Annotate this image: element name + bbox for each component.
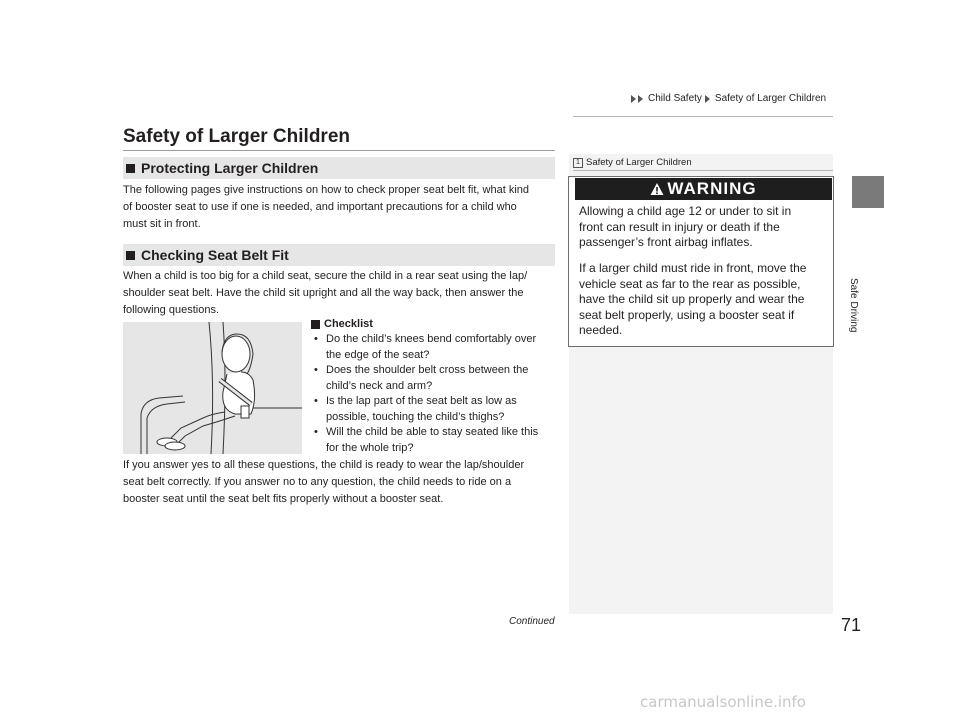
text-line: When a child is too big for a child seat, secure the child in a rear seat using the lap/	[123, 270, 528, 282]
note-heading[interactable]	[573, 157, 692, 168]
note-number: 1	[573, 158, 583, 168]
title-divider	[123, 150, 555, 151]
breadcrumb	[631, 93, 826, 104]
text-line: seat belt correctly. If you answer no to any question, the child needs to ride on a	[123, 476, 512, 488]
list-item-line: • Do the child’s knees bend comfortably over	[326, 333, 537, 345]
chapter-tab-marker[interactable]	[852, 176, 884, 208]
chapter-tab[interactable]	[845, 214, 891, 333]
list-item-line: child’s neck and arm?	[326, 379, 433, 392]
section-header-text: Checking Seat Belt Fit	[141, 247, 289, 263]
text-line: following questions.	[123, 304, 220, 316]
triangle-right-icon	[631, 95, 636, 103]
text-line: If you answer yes to all these questions, the child is ready to wear the lap/shoulder	[123, 459, 525, 471]
text-line: have the child sit up properly and wear the	[579, 292, 805, 306]
page-number: 71	[841, 615, 862, 635]
list-item-line: for the whole trip?	[326, 441, 414, 454]
triangle-right-icon	[638, 95, 643, 103]
note-divider	[573, 170, 833, 171]
section-header-protecting	[123, 157, 555, 179]
section2-conclusion	[123, 457, 561, 508]
section2-intro	[123, 268, 561, 319]
watermark: carmanualsonline.info	[640, 693, 806, 711]
list-item-line: the edge of the seat?	[326, 348, 430, 361]
black-square-icon	[126, 251, 135, 260]
text-line: must sit in front.	[123, 218, 201, 230]
chapter-tab-label: Safe Driving	[848, 278, 859, 333]
warning-banner	[575, 178, 832, 200]
section1-paragraph	[123, 182, 561, 233]
list-item-line: • Is the lap part of the seat belt as low as	[326, 395, 517, 407]
warning-triangle-icon	[650, 182, 664, 196]
page-title: Safety of Larger Children	[123, 126, 350, 147]
list-item-line: • Does the shoulder belt cross between the	[326, 364, 529, 376]
list-item	[311, 425, 561, 456]
text-line: If a larger child must ride in front, move the	[579, 261, 807, 275]
warning-paragraph-2	[579, 261, 824, 339]
black-square-icon	[311, 320, 320, 329]
list-item	[311, 394, 561, 425]
text-line: needed.	[579, 323, 623, 337]
warning-paragraph-1	[579, 204, 824, 251]
checklist-title-text: Checklist	[324, 318, 373, 330]
breadcrumb-child-safety[interactable]: Child Safety	[648, 93, 702, 104]
checklist-title	[311, 318, 373, 330]
text-line: shoulder seat belt. Have the child sit upright and all the way back, then answer the	[123, 287, 524, 299]
text-line: Allowing a child age 12 or under to sit in	[579, 204, 792, 218]
child-seat-belt-illustration	[123, 322, 302, 454]
text-line: front can result in injury or death if the	[579, 219, 780, 234]
text-line: seat belt properly, using a booster seat if	[579, 307, 795, 322]
list-item	[311, 363, 561, 394]
list-item-line: • Will the child be able to stay seated like this	[326, 426, 539, 438]
text-line: of booster seat to use if one is needed, and important precautions for a child who	[123, 201, 517, 213]
triangle-right-icon	[705, 95, 710, 103]
text-line: passenger’s front airbag inflates.	[579, 235, 753, 249]
checklist	[311, 332, 561, 456]
note-title: Safety of Larger Children	[586, 157, 692, 168]
black-square-icon	[126, 164, 135, 173]
text-line: The following pages give instructions on how to check proper seat belt fit, what kind	[123, 184, 530, 196]
list-item-line: possible, touching the child’s thighs?	[326, 410, 505, 423]
continued-label: Continued	[509, 616, 555, 627]
text-line: booster seat until the seat belt fits properly without a booster seat.	[123, 493, 444, 505]
header-divider	[573, 116, 833, 117]
text-line: vehicle seat as far to the rear as possible,	[579, 276, 801, 291]
list-item	[311, 332, 561, 363]
section-header-checking	[123, 244, 555, 266]
warning-label: WARNING	[667, 179, 757, 198]
breadcrumb-current: Safety of Larger Children	[714, 93, 827, 104]
section-header-text: Protecting Larger Children	[141, 160, 319, 176]
